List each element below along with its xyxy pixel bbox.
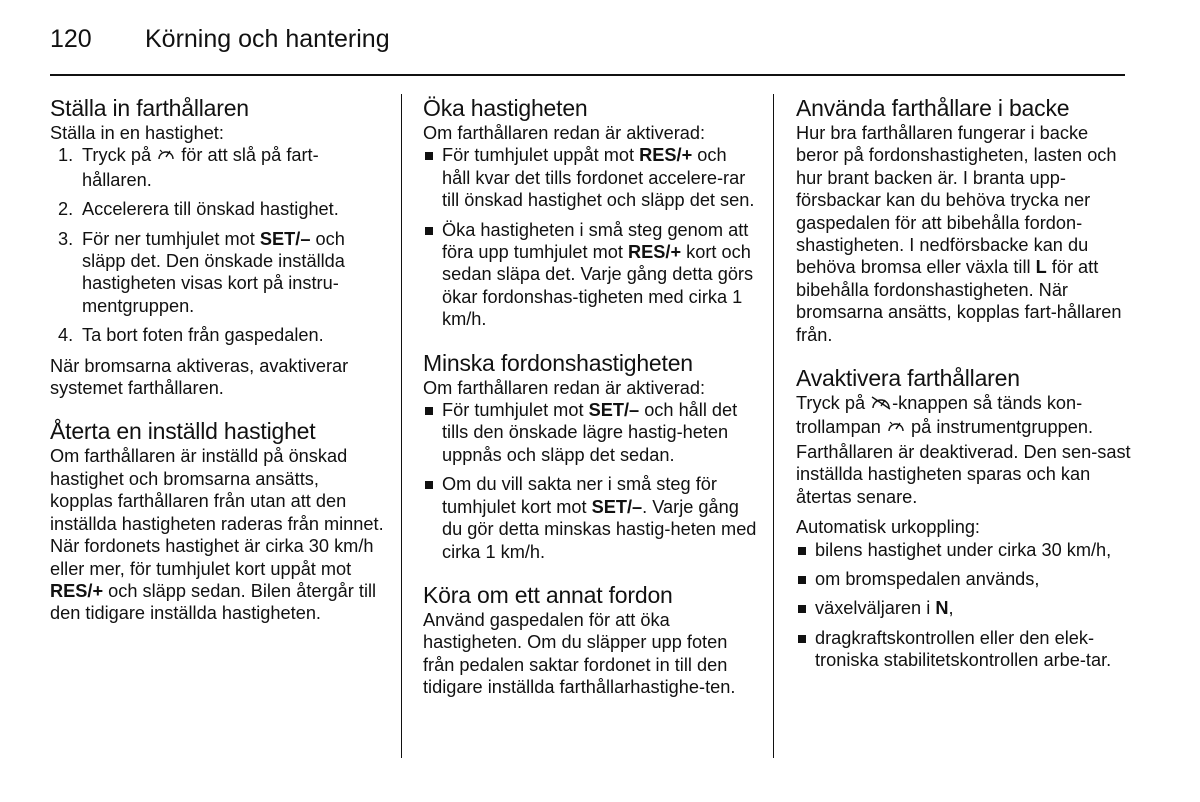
list-item: För tumhjulet mot SET/– och håll det tills den önskade lägre hastig-heten uppnås och släpp det sedan. [423, 399, 758, 466]
bullet-icon [798, 635, 806, 643]
column-2 [423, 94, 758, 699]
cruise-off-icon [870, 394, 892, 416]
bullet-icon [425, 481, 433, 489]
page-number: 120 [50, 25, 92, 53]
step-item: 1. Tryck på för att slå på fart-hållaren. [58, 145, 319, 190]
auto-disengage-label: Automatisk urkoppling: [796, 517, 980, 538]
brake-note: När bromsarna aktiveras, avaktiverar systemet farthållaren. [50, 355, 349, 399]
set-speed-intro: Ställa in en hastighet: [50, 123, 224, 143]
section-title-increase-speed: Öka hastigheten [423, 95, 588, 121]
bullet-icon [425, 407, 433, 415]
overtaking-text: Använd gaspedalen för att öka hastigheten. Om du släpper upp foten från pedalen saktar fordonet in till den tidigare inställda farthållarhastighe-ten. [423, 609, 736, 698]
list-item: dragkraftskontrollen eller den elek-troniska stabilitetskontrollen arbe-tar. [796, 627, 1131, 672]
list-item: bilens hastighet under cirka 30 km/h, [796, 539, 1131, 561]
bullet-icon [798, 605, 806, 613]
deactivate-text: Tryck på -knappen så tänds kon-trollampan på instrumentgruppen. Farthållaren är deaktiverad. Den sen-sast inställda hastigheten sparas och kan återtas senare. [796, 393, 1131, 507]
chapter-title: Körning och hantering [145, 25, 390, 53]
column-3 [796, 94, 1131, 672]
set-speed-steps [50, 144, 385, 346]
section-title-decrease-speed: Minska fordonshastigheten [423, 349, 693, 376]
bullet-icon [798, 576, 806, 584]
increase-speed-intro: Om farthållaren redan är aktiverad: [423, 123, 706, 143]
step-item: 4. Ta bort foten från gaspedalen. [58, 325, 324, 346]
section-title-resume-speed: Återta en inställd hastighet [50, 418, 316, 445]
bullet-icon [425, 227, 433, 235]
bullet-icon [425, 152, 433, 160]
section-title-overtaking: Köra om ett annat fordon [423, 581, 673, 608]
list-item: om bromspedalen används, [796, 568, 1131, 590]
hills-text: Hur bra farthållaren fungerar i backe beror på fordonshastigheten, lasten och hur brant backen är. I branta upp-försbackar kan du behöva trycka ner gaspedalen för att bibehålla fordon-shastigheten. I nedförsbacke kan du behöva bromsa eller växla till L för att bibehålla fordonshastigheten. När bromsarna ansätts, kopplas fart-hållaren från. [796, 123, 1122, 345]
section-title-hills: Använda farthållare i backe [796, 95, 1070, 121]
section-title-set-cruise: Ställa in farthållaren [50, 95, 249, 121]
cruise-control-icon [156, 145, 176, 168]
list-item: För tumhjulet uppåt mot RES/+ och håll kvar det tills fordonet accelere-rar till önskad hastighet och släpp det sen. [423, 144, 758, 211]
bullet-icon [798, 547, 806, 555]
decrease-speed-intro: Om farthållaren redan är aktiverad: [423, 377, 706, 398]
auto-disengage-list [796, 539, 1131, 672]
list-item: växelväljaren i N, [796, 597, 1131, 619]
list-item: Öka hastigheten i små steg genom att föra upp tumhjulet mot RES/+ kort och sedan släpa det. Varje gång detta görs ökar fordonshas-tigheten med cirka 1 km/h. [423, 219, 758, 331]
list-item: Om du vill sakta ner i små steg för tumhjulet kort mot SET/–. Varje gång du gör detta minskas hastig-heten med cirka 1 km/h. [423, 473, 758, 563]
column-divider-1 [401, 94, 402, 758]
cruise-control-icon [886, 417, 906, 440]
step-item: 3. För ner tumhjulet mot SET/– och släpp det. Den önskade inställda hastigheten visas kort på instru-mentgruppen. [58, 228, 345, 316]
decrease-speed-list [423, 399, 758, 563]
section-title-deactivate: Avaktivera farthållaren [796, 365, 1020, 392]
column-1 [50, 94, 385, 625]
increase-speed-list [423, 144, 758, 330]
page-header [50, 22, 390, 56]
step-item: 2. Accelerera till önskad hastighet. [58, 199, 339, 220]
header-rule [50, 74, 1125, 76]
column-divider-2 [773, 94, 774, 758]
resume-speed-text: Om farthållaren är inställd på önskad hastighet och bromsarna ansätts, kopplas farthållaren från utan att den inställda hastigheten raderas från minnet. När fordonets hastighet är cirka 30 km/h eller mer, för tumhjulet kort uppåt mot RES/+ och släpp sedan. Bilen återgår till den tidigare inställda hastigheten. [50, 446, 384, 624]
